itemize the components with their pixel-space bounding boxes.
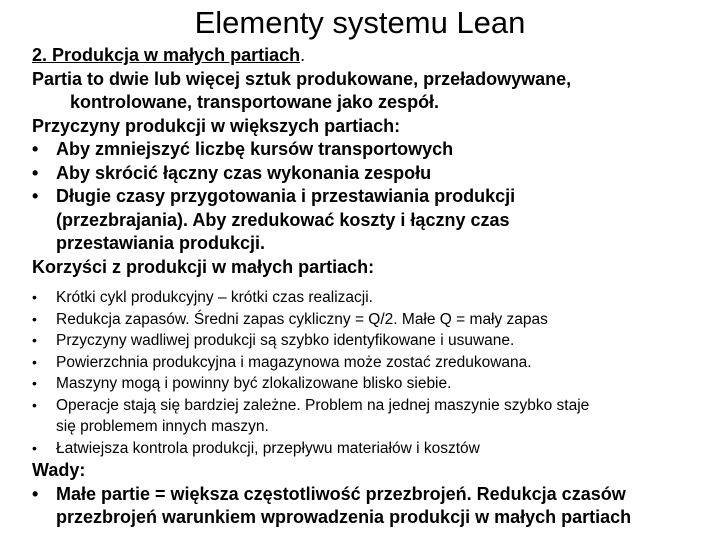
drawback-item-line: przezbrojeń warunkiem wprowadzenia produkcji w małych partiach [56,507,632,527]
section-heading-text: 2. Produkcja w małych partiach [32,45,301,65]
benefit-item-line: Maszyny mogą i powinny być zlokalizowane blisko siebie. [56,375,452,392]
benefit-item [32,330,712,352]
drawback-item-text [56,483,712,530]
bullet-marker: • [32,353,37,370]
benefit-item-line: Redukcja zapasów. Średni zapas cykliczny = Q/2. Małe Q = mały zapas [56,310,548,328]
benefit-item-line: Łatwiejsza kontrola produkcji, przepływu materiałów i kosztów [56,439,480,457]
bullet-marker: • [32,439,37,456]
benefit-item-text [56,330,712,352]
reason-item-text [56,162,712,186]
benefit-item [32,395,712,438]
bullet-marker: • [32,186,39,206]
reason-item-text [56,138,712,162]
bullet-marker: • [32,396,37,413]
bullet-marker: • [32,332,37,348]
reason-item-line: (przezbrajania). Aby zredukować koszty i łączny czas [56,209,510,230]
reason-item-line: Długie czasy przygotowania i przestawiania produkcji [56,186,516,206]
section-heading [32,44,712,68]
definition-line-2: kontrolowane, transportowane jako zespół. [70,92,440,112]
benefit-item-text [56,287,712,309]
drawbacks-heading: Wady: [32,460,86,480]
bullet-marker: • [32,310,37,327]
benefit-item [32,373,712,395]
drawbacks-list [32,483,712,530]
bullet-marker: • [32,375,37,391]
benefit-item-text [56,395,712,438]
bullet-marker: • [32,483,39,504]
benefit-item-text [56,352,712,374]
reason-item [32,185,712,256]
reason-item-line: Aby skrócić łączny czas wykonania zespołu [56,162,432,183]
drawback-item-line: Małe partie = większa częstotliwość przezbrojeń. Redukcja czasów [56,483,626,504]
benefit-item [32,287,712,309]
benefit-item-text [56,373,712,395]
reasons-heading: Przyczyny produkcji w większych partiach: [32,115,401,136]
bullet-marker: • [32,162,39,183]
section-heading-suffix: . [300,45,306,65]
slide-content [32,44,712,530]
reasons-list [32,138,712,256]
benefit-item [32,309,712,331]
benefits-list [32,287,712,459]
spacer [32,279,712,287]
benefit-item [32,438,712,460]
reason-item-line: przestawiania produkcji. [56,233,266,253]
benefit-item-line: Przyczyny wadliwej produkcji są szybko identyfikowane i usuwane. [56,332,515,349]
reason-item-line: Aby zmniejszyć liczbę kursów transportowych [56,139,454,159]
drawback-item [32,483,712,530]
reason-item [32,138,712,162]
bullet-marker: • [32,289,37,305]
benefit-item-line: Krótki cykl produkcyjny – krótki czas realizacji. [56,289,373,306]
benefit-item [32,352,712,374]
benefits-heading: Korzyści z produkcji w małych partiach: [32,256,375,277]
benefit-item-text [56,309,712,331]
definition-line-1: Partia to dwie lub więcej sztuk produkowane, przeładowywane, [32,68,572,89]
benefit-item-line: Operacje stają się bardziej zależne. Problem na jednej maszynie szybko staje [56,396,590,414]
benefit-item-line: Powierzchnia produkcyjna i magazynowa może zostać zredukowana. [56,353,532,371]
slide-title: Elementy systemu Lean [194,5,526,40]
bullet-marker: • [32,139,39,159]
benefit-item-line: się problemem innych maszyn. [56,418,269,435]
benefit-item-text [56,438,712,460]
reason-item-text [56,185,712,256]
reason-item [32,162,712,186]
